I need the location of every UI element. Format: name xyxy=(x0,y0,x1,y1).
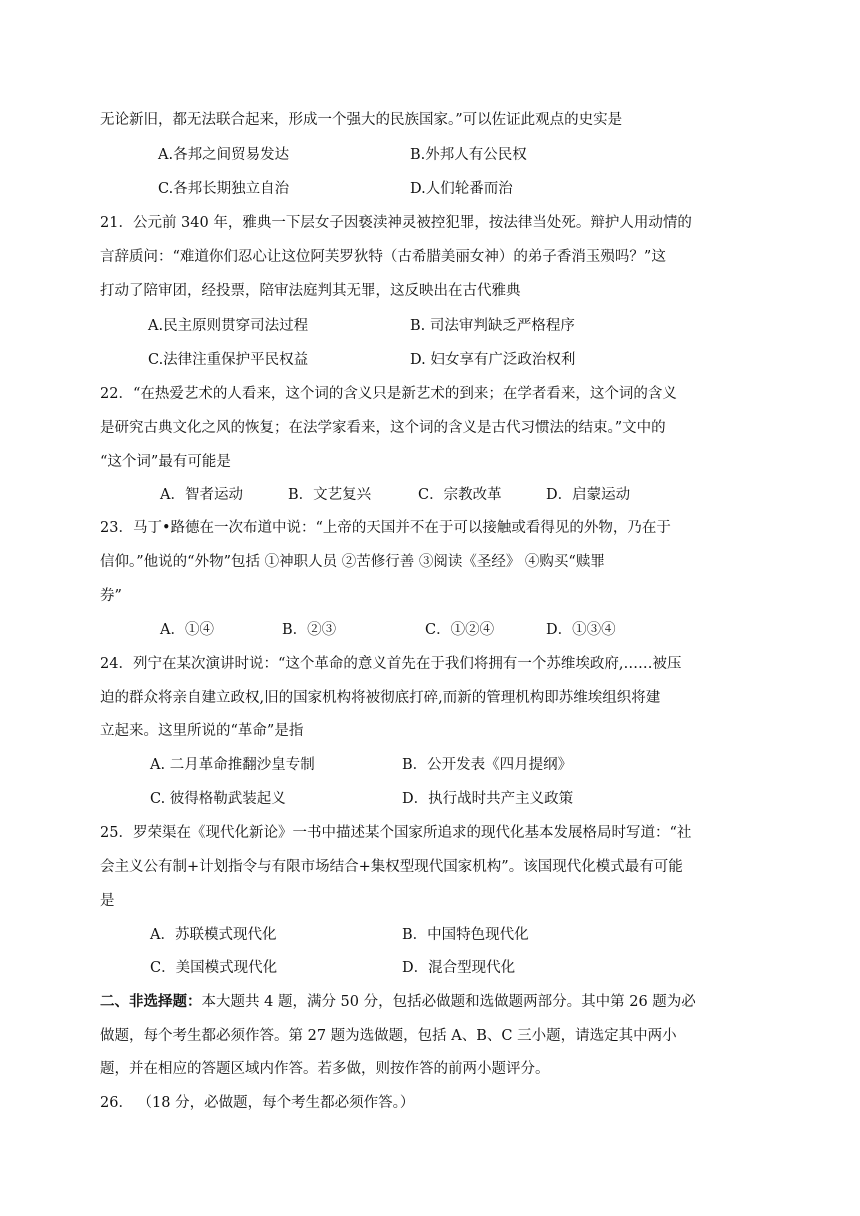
q21-stem-line: 21．公元前 340 年，雅典一下层女子因亵渎神灵被控犯罪，按法律当处死。辩护人用动情的 xyxy=(100,215,692,231)
q22-option-b: B．文艺复兴 xyxy=(288,487,372,503)
q22-stem-line: “这个词”最有可能是 xyxy=(100,454,231,470)
q21-stem-line: 言辞质问：“难道你们忍心让这位阿芙罗狄特（古希腊美丽女神）的弟子香消玉殒吗？”这 xyxy=(100,249,666,265)
q24-option-a: A. 二月革命推翻沙皇专制 xyxy=(150,757,315,773)
q23-stem-line: 券” xyxy=(100,588,122,604)
section2-intro-line xyxy=(100,992,696,1012)
q21-option-b: B. 司法审判缺乏严格程序 xyxy=(410,318,575,334)
section2-intro-text: 本大题共 4 题，满分 50 分，包括必做题和选做题两部分。其中第 26 题为必 xyxy=(201,994,696,1010)
q23-option-b: B．②③ xyxy=(282,622,337,638)
q23-option-d: D．①③④ xyxy=(546,622,616,638)
section2-intro-line: 题，并在相应的答题区域内作答。若多做，则按作答的前两小题评分。 xyxy=(100,1061,550,1077)
q23-stem-line: 23．马丁•路德在一次布道中说：“上帝的天国并不在于可以接触或看得见的外物，乃在于 xyxy=(100,520,671,536)
q25-option-d: D．混合型现代化 xyxy=(402,960,516,976)
q21-option-c: C.法律注重保护平民权益 xyxy=(148,352,309,368)
q24-option-d: D．执行战时共产主义政策 xyxy=(402,791,574,807)
q24-option-b: B．公开发表《四月提纲》 xyxy=(402,757,573,773)
q22-stem-line: 22．“在热爱艺术的人看来，这个词的含义只是新艺术的到来；在学者看来，这个词的含义 xyxy=(100,386,677,402)
q24-stem-line: 迫的群众将亲自建立政权,旧的国家机构将被彻底打碎,而新的管理机构即苏维埃组织将建 xyxy=(100,690,661,706)
q24-stem-line: 立起来。这里所说的“革命”是指 xyxy=(100,723,304,739)
q21-option-d: D. 妇女享有广泛政治权利 xyxy=(410,352,576,368)
q25-stem-line: 25．罗荣渠在《现代化新论》一书中描述某个国家所追求的现代化基本发展格局时写道：“社 xyxy=(100,825,692,841)
q20-stem-tail: 无论新旧，都无法联合起来，形成一个强大的民族国家。”可以佐证此观点的史实是 xyxy=(100,112,623,128)
q22-option-c: C．宗教改革 xyxy=(418,487,502,503)
q23-option-c: C．①②④ xyxy=(425,622,495,638)
q22-option-d: D．启蒙运动 xyxy=(546,487,631,503)
q24-option-c: C. 彼得格勒武装起义 xyxy=(150,791,286,807)
q23-stem-line: 信仰。”他说的“外物”包括 ①神职人员 ②苦修行善 ③阅读《圣经》 ④购买“赎罪 xyxy=(100,554,605,570)
q24-stem-line: 24．列宁在某次演讲时说：“这个革命的意义首先在于我们将拥有一个苏维埃政府,……被压 xyxy=(100,656,682,672)
q25-stem-line: 会主义公有制+计划指令与有限市场结合+集权型现代国家机构”。该国现代化模式最有可能 xyxy=(100,859,683,875)
q21-stem-line: 打动了陪审团，经投票，陪审法庭判其无罪，这反映出在古代雅典 xyxy=(100,283,521,299)
q25-option-c: C．美国模式现代化 xyxy=(150,960,278,976)
q25-stem-line: 是 xyxy=(100,893,115,909)
q22-stem-line: 是研究古典文化之风的恢复；在法学家看来，这个词的含义是古代习惯法的结束。”文中的 xyxy=(100,420,666,436)
q20-option-d: D.人们轮番而治 xyxy=(410,181,513,197)
q20-option-b: B.外邦人有公民权 xyxy=(410,147,527,163)
q21-option-a: A.民主原则贯穿司法过程 xyxy=(148,318,309,334)
q23-option-a: A．①④ xyxy=(160,622,214,638)
section2-heading: 二、非选择题： xyxy=(100,993,202,1010)
q25-option-a: A．苏联模式现代化 xyxy=(150,927,277,943)
q22-option-a: A．智者运动 xyxy=(160,487,243,503)
q25-option-b: B．中国特色现代化 xyxy=(402,927,529,943)
section2-intro-line: 做题，每个考生都必须作答。第 27 题为选做题，包括 A、B、C 三小题，请选定其中两小 xyxy=(100,1028,677,1044)
q20-option-c: C.各邦长期独立自治 xyxy=(158,181,290,197)
q20-option-a: A.各邦之间贸易发达 xyxy=(158,147,290,163)
q26-stem: 26． （18 分，必做题，每个考生都必须作答。） xyxy=(100,1095,415,1111)
